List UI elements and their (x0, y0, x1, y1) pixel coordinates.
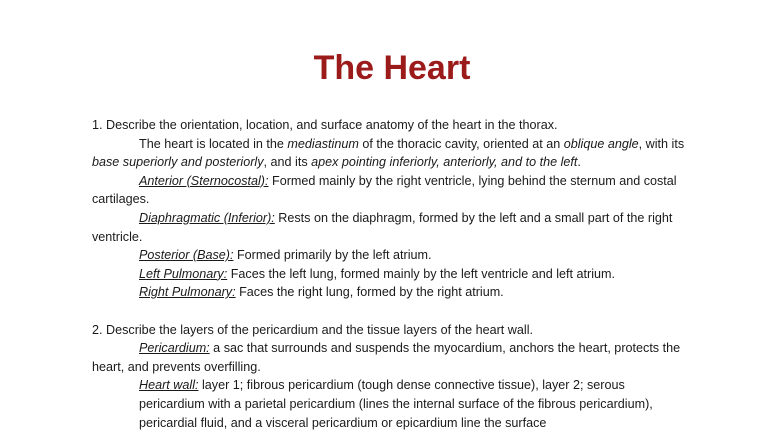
surface-term: Left Pulmonary: (139, 266, 228, 281)
surface-term: Posterior (Base): (139, 248, 234, 263)
surface-description: Rests on the diaphragm, formed by the left and a small part of the right ventricle. (92, 210, 673, 244)
surface-anterior (92, 172, 692, 209)
surface-term: Anterior (Sternocostal): (139, 173, 269, 188)
surface-description: Faces the right lung, formed by the right atrium. (235, 285, 504, 300)
question-1: 1. Describe the orientation, location, and surface anatomy of the heart in the thorax. (92, 118, 558, 132)
surface-diaphragmatic (92, 209, 692, 246)
answer-1-emphasis-4: apex pointing inferiorly, anteriorly, and to the left (311, 155, 578, 170)
item-heart-wall (92, 376, 692, 432)
item-term: Heart wall: (139, 378, 199, 393)
paragraph-gap (92, 302, 692, 321)
answer-1-text-2: of the thoracic cavity, oriented at an (358, 136, 564, 151)
surface-posterior (92, 246, 692, 265)
item-description: layer 1; fibrous pericardium (tough dense connective tissue), layer 2; serous pericardium with a parietal pericardium (lines the internal surface of the fibrous pericardium), pericardial fluid, and a visceral pericardium or epicardium line the surface (139, 378, 653, 430)
answer-1-emphasis-3: base superiorly and posteriorly (92, 155, 264, 170)
surface-description: Formed mainly by the right ventricle, lying behind the sternum and costal cartilages. (92, 173, 677, 207)
document-body (92, 116, 692, 432)
page-title: The Heart (313, 49, 471, 87)
question-2: 2. Describe the layers of the pericardium and the tissue layers of the heart wall. (92, 322, 534, 337)
item-term: Pericardium: (139, 341, 210, 356)
surface-description: Faces the left lung, formed mainly by the left ventricle and left atrium. (227, 266, 615, 281)
answer-1-text-3: , with its (638, 136, 685, 151)
surface-right-pulmonary (92, 283, 692, 302)
answer-1-emphasis-1: mediastinum (287, 136, 359, 151)
answer-1-text-1: The heart is located in the (139, 136, 288, 151)
surface-term: Right Pulmonary: (139, 285, 236, 300)
answer-1-text-4: , and its (263, 155, 312, 170)
surface-description: Formed primarily by the left atrium. (233, 248, 432, 263)
answer-1-text-5: . (577, 155, 581, 170)
answer-1-emphasis-2: oblique angle (563, 136, 639, 151)
item-description: a sac that surrounds and suspends the myocardium, anchors the heart, protects the heart, and prevents overfilling. (92, 341, 681, 374)
surface-term: Diaphragmatic (Inferior): (139, 210, 275, 225)
item-pericardium (92, 339, 692, 376)
surface-left-pulmonary (92, 265, 692, 284)
answer-1-paragraph (92, 135, 692, 172)
